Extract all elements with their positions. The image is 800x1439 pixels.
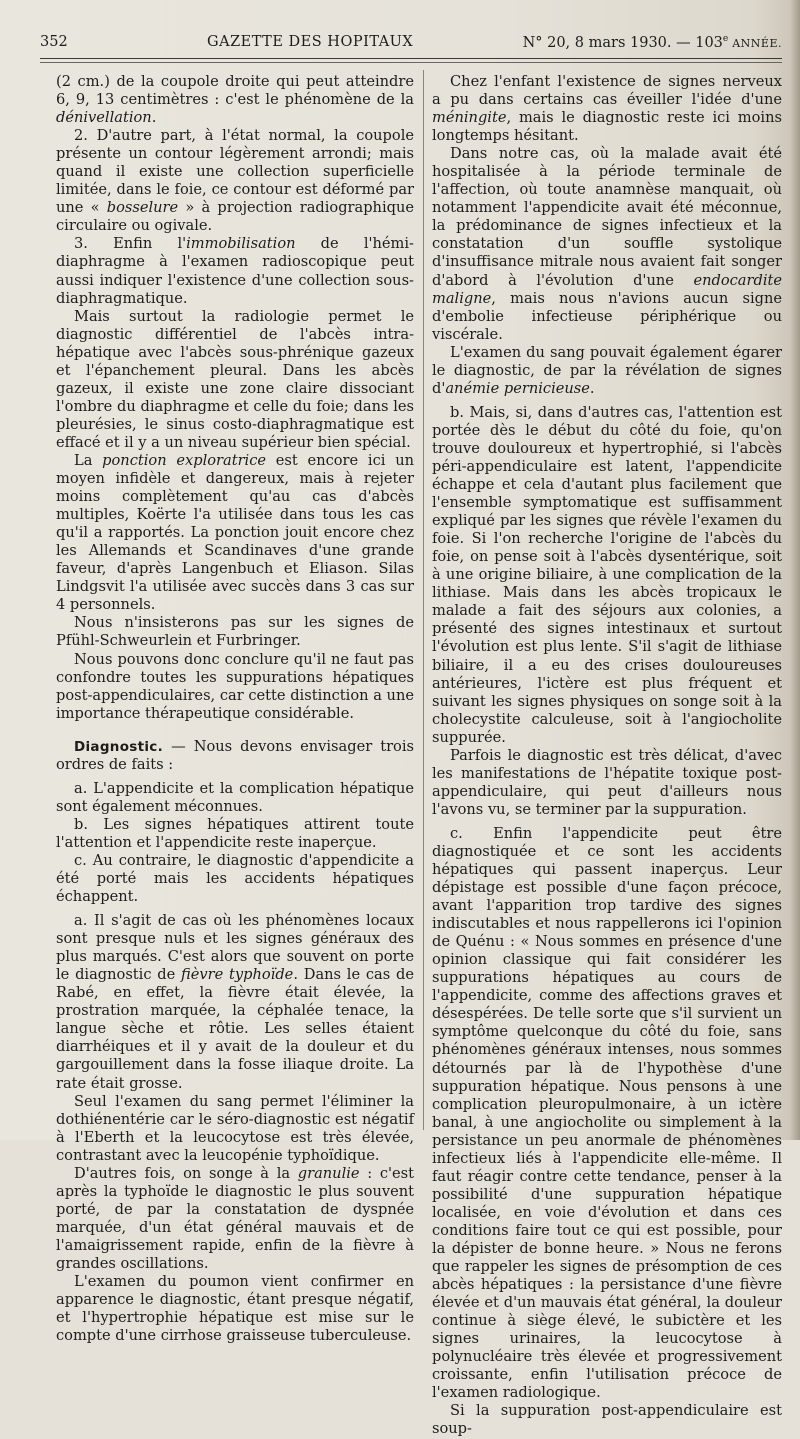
header-rule-thin <box>40 62 782 63</box>
paragraph: 3. Enfin l'immobilisation de l'hémi-diaphragme à l'examen radioscopique peut aussi indiquer l'existence d'une collection sous-diaphragmatique. <box>56 235 414 307</box>
issue-year: ANNÉE. <box>728 36 782 50</box>
paragraph: c. Enfin l'appendicite peut être diagnostiquée et ce sont les accidents hépatiques qui passent inaperçus. Leur dépistage est possible d'une façon précoce, avant l'apparition trop tardive des signes indiscutables et nous rappellerons ici l'opinion de Quénu : « Nous sommes en présence d'une opinion classique qui fait considérer les suppurations hépatiques au cours de l'appendicite, comme des affections graves et désespérées. De telle sorte que s'il survient un symptôme quelconque du côté du foie, sans phénomènes généraux intenses, nous sommes détournés par là de l'hypothèse d'une suppuration hépatique. Nous pensons à une complication pleuropulmonaire, à un ictère banal, à une angiocholite ou simplement à la persistance un peu anormale de phénomènes infectieux liés à l'appendicite elle-même. Il faut réagir contre cette tendance, penser à la possibilité d'une suppuration hépatique localisée, en voie d'évolution et dans ces conditions faire tout ce qui est possible, pour la dépister de bonne heure. » Nous ne ferons que rappeler les signes de présomption de ces abcès hépatiques : la persistance d'une fièvre élevée et d'un mauvais état général, la douleur continue à siège élevé, le subictère et les signes urinaires, la leucocytose à polynucléaire très élevée et progressivement croissante, enfin l'utilisation précoce de l'examen radiologique. <box>432 824 782 1402</box>
issue-info <box>523 34 782 51</box>
paragraph: Nous pouvons donc conclure qu'il ne faut pas confondre toutes les suppurations hépatiques post-appendiculaires, car cette distinction a une importance thérapeutique considérable. <box>56 650 414 722</box>
paragraph: Mais surtout la radiologie permet le diagnostic différentiel de l'abcès intra-hépatique avec l'abcès sous-phrénique gazeux et l'épanchement pleural. Dans les abcès gazeux, il existe une zone claire dissociant l'ombre du diaphragme et celle du foie; dans les pleurésies, le sinus costo-diaphragmatique est effacé et il y a un niveau supérieur bien spécial. <box>56 307 414 451</box>
paragraph: L'examen du poumon vient confirmer en apparence le diagnostic, étant presque négatif, et l'hypertrophie hépatique est mise sur le compte d'une cirrhose graisseuse tuberculeuse. <box>56 1273 414 1345</box>
paragraph: 2. D'autre part, à l'état normal, la coupole présente un contour légèrement arrondi; mais quand il existe une collection superficielle limitée, dans le foie, ce contour est déformé par une « bosselure » à projection radiographique circulaire ou ogivale. <box>56 127 414 235</box>
left-column <box>56 73 414 1345</box>
journal-title: GAZETTE DES HOPITAUX <box>207 34 414 50</box>
right-column <box>432 73 782 1439</box>
list-item: b. Les signes hépatiques attirent toute l'attention et l'appendicite reste inaperçue. <box>56 815 414 851</box>
paragraph: D'autres fois, on songe à la granulie : c'est après la typhoïde le diagnostic le plus souvent porté, de par la constatation de dyspnée marquée, d'un état général mauvais et de l'amaigrissement rapide, enfin de la fièvre à grandes oscillations. <box>56 1164 414 1272</box>
issue-main: N° 20, 8 mars 1930. — 103 <box>522 34 723 51</box>
paragraph: a. Il s'agit de cas où les phénomènes locaux sont presque nuls et les signes généraux des plus marqués. C'est alors que souvent on porte le diagnostic de fièvre typhoïde. Dans le cas de Rabé, en effet, la fièvre était élevée, la prostration marquée, la céphalée tenace, la langue sèche et rôtie. Les selles étaient diarrhéiques et il y avait de la douleur et du gargouillement dans la fosse iliaque droite. La rate était grosse. <box>56 912 414 1092</box>
page-header <box>40 30 782 54</box>
paragraph: b. Mais, si, dans d'autres cas, l'attention est portée dès le début du côté du foie, qu'on trouve douloureux et hypertrophié, si l'abcès péri-appendiculaire est latent, l'appendicite échappe et cela d'autant plus facilement que l'ensemble symptomatique est suffisamment expliqué par les signes que révèle l'examen du foie. Si l'on recherche l'origine de l'abcès du foie, on pense soit à l'abcès dysentérique, soit à une origine biliaire, à une complication de la lithiase. Mais dans les abcès tropicaux le malade a fait des séjours aux colonies, a présenté des signes intestinaux et surtout l'évolution est plus lente. S'il s'agit de lithiase biliaire, il a eu des crises douloureuses antérieures, l'ictère est plus fréquent et suivant les signes physiques on songe soit à la cholecystite calculeuse, soit à l'angiocholite suppurée. <box>432 403 782 746</box>
section-heading: Diagnostic. — Nous devons envisager trois ordres de faits : <box>56 737 414 773</box>
issue-sup: e <box>722 33 729 44</box>
header-rule <box>40 58 782 59</box>
paragraph: (2 cm.) de la coupole droite qui peut atteindre 6, 9, 13 centimètres : c'est le phénomène de la dénivellation. <box>56 73 414 127</box>
paragraph: La ponction exploratrice est encore ici un moyen infidèle et dangereux, mais à rejeter moins complètement qu'au cas d'abcès multiples, Koërte l'a utilisée dans tous les cas qu'il a rapportés. La ponction jouit encore chez les Allemands et Scandinaves d'une grande faveur, d'après Langenbuch et Eliason. Silas Lindgsvit l'a utilisée avec succès dans 3 cas sur 4 personnels. <box>56 451 415 614</box>
paragraph: Dans notre cas, où la malade avait été hospitalisée à la période terminale de l'affection, où toute anamnèse manquait, où notamment l'appendicite avait été méconnue, la prédominance de signes infectieux et la constatation d'un souffle systolique d'insuffisance mitrale nous avaient fait songer d'abord à l'évolution d'une endocardite maligne, mais nous n'avions aucun signe d'embolie infectieuse périphérique ou viscérale. <box>432 145 782 343</box>
list-item: a. L'appendicite et la complication hépatique sont également méconnues. <box>56 779 414 815</box>
list-item: c. Au contraire, le diagnostic d'appendicite a été porté mais les accidents hépatiques échappent. <box>56 851 414 906</box>
paragraph: Nous n'insisterons pas sur les signes de Pfühl-Schweurlein et Furbringer. <box>56 614 414 650</box>
paragraph: Seul l'examen du sang permet l'éliminer la dothiénentérie car le séro-diagnostic est négatif à l'Eberth et la leucocytose est très élevée, contrastant avec la leucopénie typhoïdique. <box>56 1092 414 1164</box>
paragraph: Si la suppuration post-appendiculaire est soup- <box>432 1402 782 1438</box>
paragraph: Parfois le diagnostic est très délicat, d'avec les manifestations de l'hépatite toxique post-appendiculaire, qui peut d'ailleurs nous l'avons vu, se terminer par la suppuration. <box>432 746 782 818</box>
paragraph: L'examen du sang pouvait également égarer le diagnostic, de par la révélation de signes d'anémie pernicieuse. <box>432 343 782 397</box>
paragraph: Chez l'enfant l'existence de signes nerveux a pu dans certains cas éveiller l'idée d'une méningite, mais le diagnostic reste ici moins longtemps hésitant. <box>432 73 782 145</box>
page-number: 352 <box>40 34 68 50</box>
page-edge-shadow <box>790 0 800 1140</box>
column-divider <box>423 70 424 1130</box>
